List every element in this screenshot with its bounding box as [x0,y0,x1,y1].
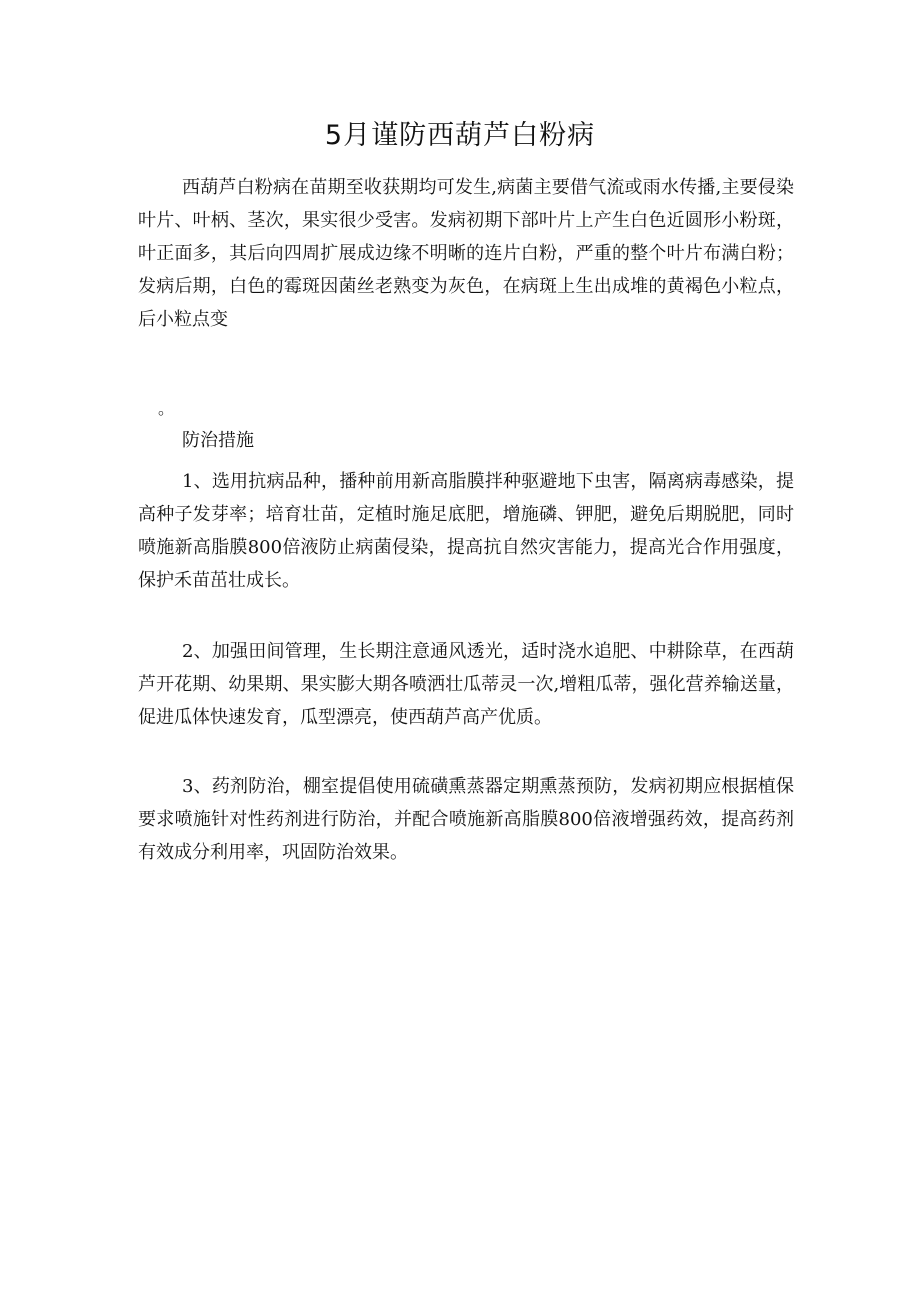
paragraph-intro: 西葫芦白粉病在苗期至收获期均可发生,病菌主要借气流或雨水传播,主要侵染叶片、叶柄、茎次，果实很少受害。发病初期下部叶片上产生白色近圆形小粉斑，叶正面多，其后向四周扩展成边缘不明晰的连片白粉，严重的整个叶片布满白粉；发病后期，白色的霉斑因菌丝老熟变为灰色，在病斑上生出成堆的黄褐色小粒点，后小粒点变 [138,177,794,330]
paragraph-dot: 。 [158,399,175,418]
paragraph-measure-2: 2、加强田间管理，生长期注意通风透光，适时浇水追肥、中耕除草，在西葫芦开花期、幼果期、果实膨大期各喷洒壮瓜蒂灵一次,增粗瓜蒂，强化营养输送量，促进瓜体快速发育，瓜型漂亮，使西葫芦高产优质。 [138,641,794,728]
document-title: 5月谨防西葫芦白粉病 [324,120,596,151]
measures-heading: 防治措施 [182,430,254,451]
paragraph-measure-3: 3、药剂防治，棚室提倡使用硫磺熏蒸器定期熏蒸预防，发病初期应根据植保要求喷施针对性药剂进行防治，并配合喷施新高脂膜800倍液增强药效，提高药剂有效成分利用率，巩固防治效果。 [138,776,794,863]
paragraph-measure-1: 1、选用抗病品种，播种前用新高脂膜拌种驱避地下虫害，隔离病毒感染，提高种子发芽率；培育壮苗，定植时施足底肥，增施磷、钾肥，避免后期脱肥，同时喷施新高脂膜800倍液防止病菌侵染，提高抗自然灾害能力，提高光合作用强度，保护禾苗茁壮成长。 [138,471,794,591]
